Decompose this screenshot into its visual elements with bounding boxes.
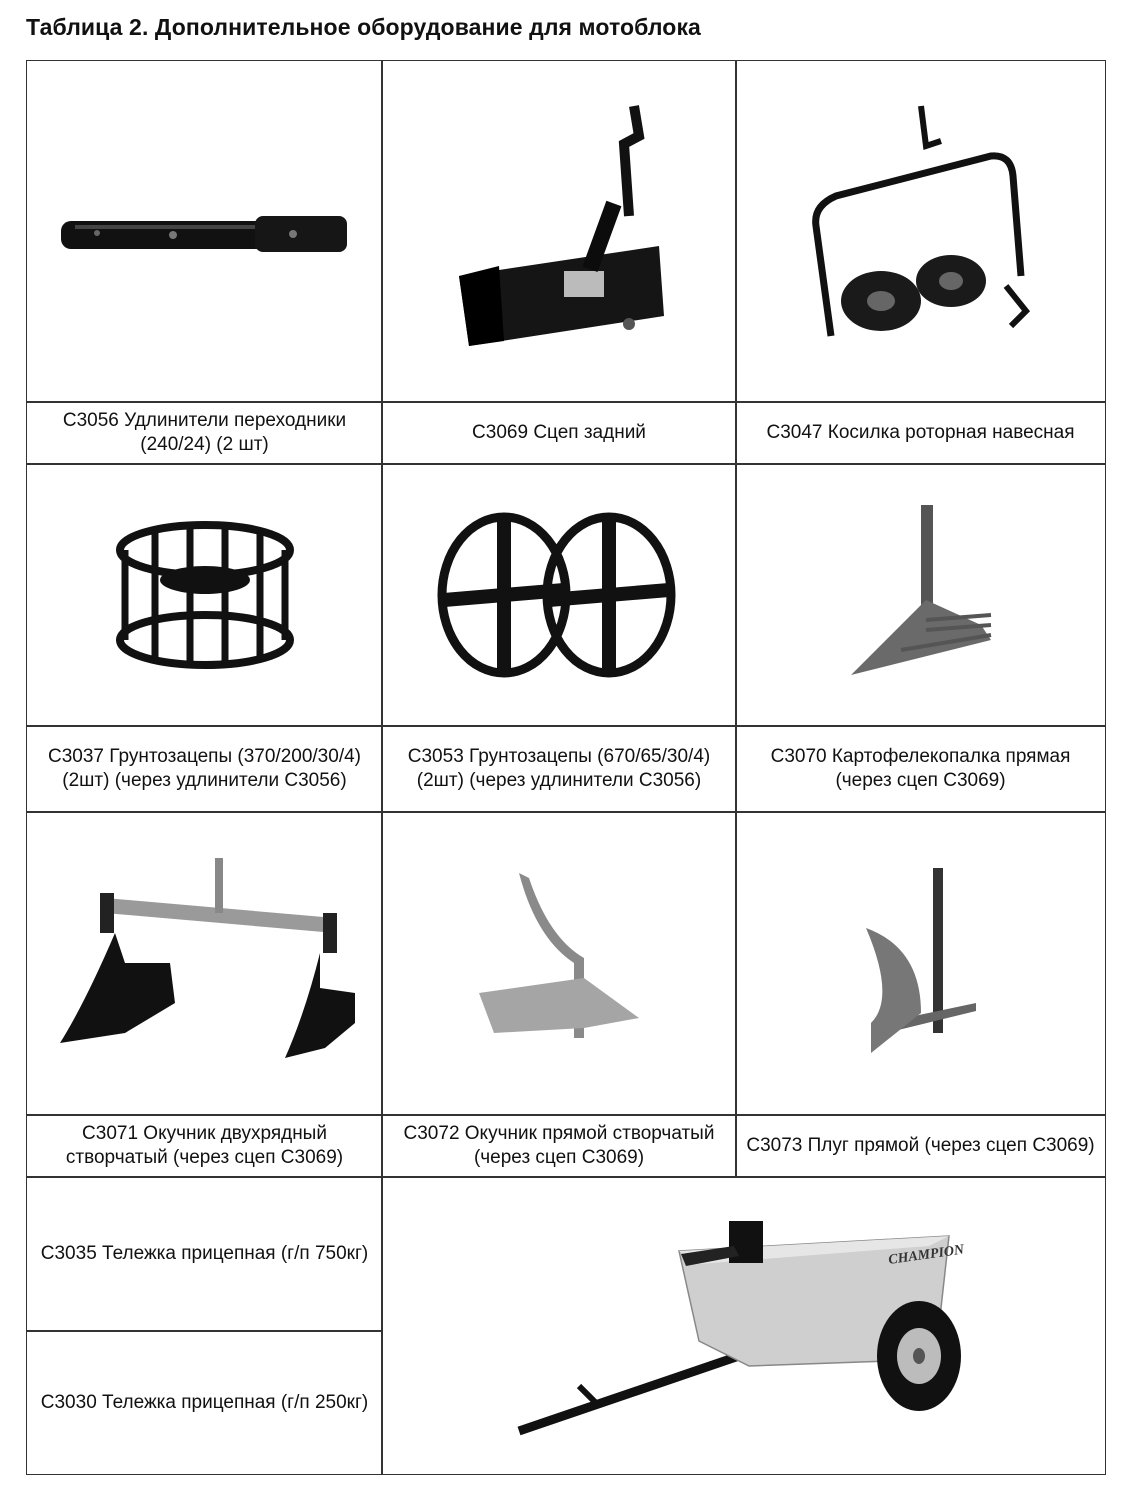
caption-c3071: C3071 Окучник двухрядный створчатый (через сцеп C3069)	[65, 1122, 344, 1168]
image-c3056-extension	[27, 61, 382, 401]
image-c3073-plow	[736, 812, 1105, 1114]
page-title: Таблица 2. Дополнительное оборудование для мотоблока	[26, 14, 701, 40]
image-c3047-rotary-mower	[736, 61, 1105, 401]
caption-c3053: C3053 Грунтозацепы (670/65/30/4) (2шт) (через удлинители C3056)	[407, 745, 711, 791]
caption-c3073: C3073 Плуг прямой (через сцеп C3069)	[746, 1134, 1095, 1156]
image-c3072-hiller-single	[382, 812, 736, 1114]
caption-c3069: C3069 Сцеп задний	[472, 421, 646, 443]
image-c3070-potato-digger	[736, 464, 1105, 725]
trailer-brand-logo: CHAMPION	[886, 1241, 965, 1268]
image-c3053-lugs	[382, 464, 736, 725]
image-c3071-hiller-double	[27, 812, 382, 1114]
caption-c3072: C3072 Окучник прямой створчатый (через сцеп C3069)	[403, 1122, 715, 1168]
caption-c3047: C3047 Косилка роторная навесная	[766, 421, 1075, 443]
equipment-table	[26, 60, 1106, 1475]
caption-c3037: C3037 Грунтозацепы (370/200/30/4) (2шт) (через удлинители C3056)	[47, 745, 361, 791]
caption-c3030: C3030 Тележка прицепная (г/п 250кг)	[40, 1391, 369, 1413]
caption-c3070: C3070 Картофелекопалка прямая (через сцеп C3069)	[770, 745, 1071, 791]
caption-c3056: C3056 Удлинители переходники (240/24) (2 шт)	[62, 409, 347, 455]
caption-c3035: C3035 Тележка прицепная (г/п 750кг)	[40, 1242, 369, 1264]
image-trailer	[382, 1177, 1105, 1474]
image-c3069-hitch	[382, 61, 736, 401]
image-c3037-lugs	[27, 464, 382, 725]
